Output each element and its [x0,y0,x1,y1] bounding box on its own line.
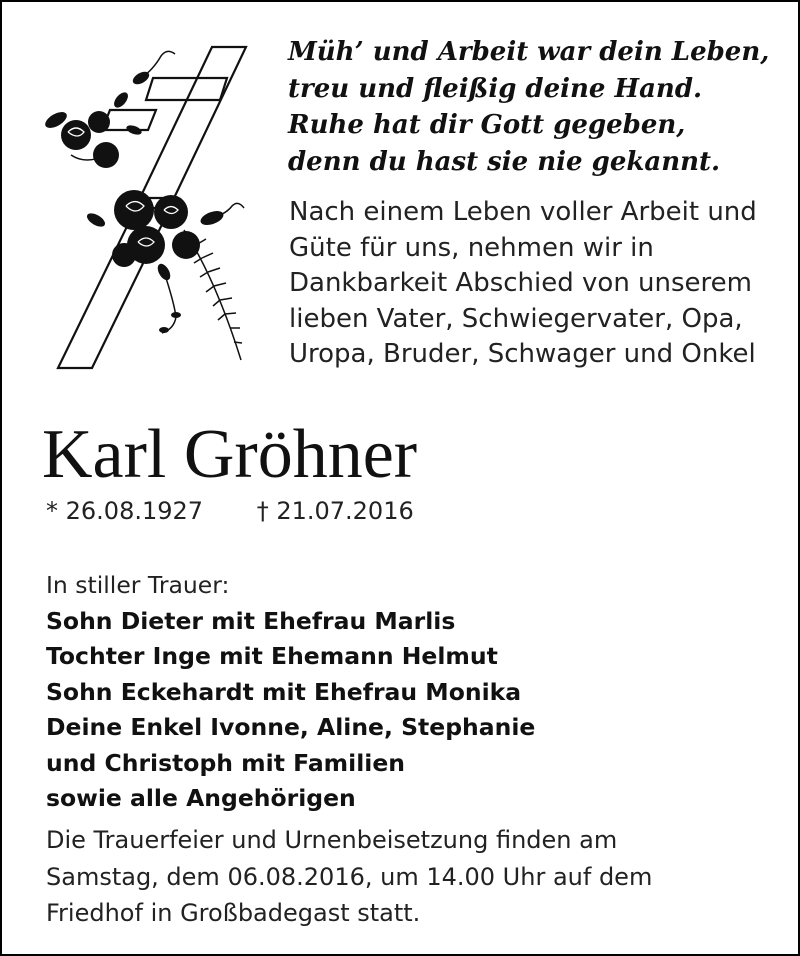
mourner-entry: Sohn Eckehardt mit Ehefrau Monika [46,677,522,706]
mourner-entry: sowie alle Angehörigen [46,784,356,812]
intro-text [289,195,789,373]
death-date: † 21.07.2016 [256,497,414,525]
mourner-entry: Sohn Dieter mit Ehefrau Marlis [46,606,456,635]
intro-line: Dankbarkeit Abschied von unserem [289,268,752,298]
birth-date: * 26.08.1927 [46,497,204,525]
poem-line: Müh’ und Arbeit war dein Leben, [288,37,770,67]
intro-line: Uropa, Bruder, Schwager und Onkel [289,339,756,369]
intro-line: Güte für uns, nehmen wir in [289,232,654,263]
service-line: Friedhof in Großbadegast statt. [46,899,421,927]
poem-line: denn du hast sie nie gekannt. [288,146,721,177]
mourner-entry: Deine Enkel Ivonne, Aline, Stephanie [46,713,536,741]
poem-verse [288,34,788,180]
mourners-list [46,568,786,817]
mourners-heading: In stiller Trauer: [46,571,230,599]
life-dates [46,495,414,527]
poem-line: treu und fleißig deine Hand. [288,73,703,104]
service-line: Samstag, dem 06.08.2016, um 14.00 Uhr auf dem [46,862,653,891]
service-line: Die Trauerfeier und Urnenbeisetzung finden am [46,826,618,854]
cross-with-roses-icon [36,40,266,370]
intro-line: Nach einem Leben voller Arbeit und [289,197,757,227]
intro-line: lieben Vater, Schwiegervater, Opa, [289,303,743,334]
poem-line: Ruhe hat dir Gott gegeben, [288,110,686,140]
funeral-service-info [46,822,786,932]
mourner-entry: Tochter Inge mit Ehemann Helmut [46,642,498,670]
deceased-name: Karl Gröhner [42,416,418,493]
mourner-entry: und Christoph mit Familien [46,748,405,777]
